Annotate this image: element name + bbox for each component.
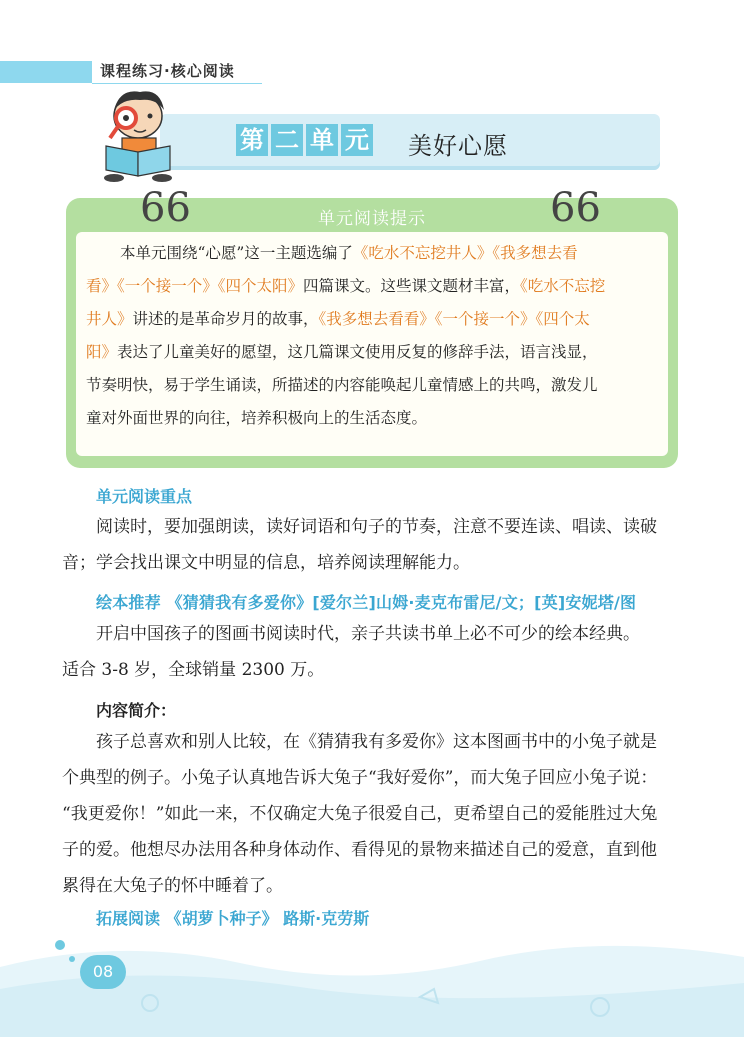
book-title-run: 阳》 — [86, 343, 118, 361]
header-underline — [92, 83, 262, 84]
quote-mark-right-icon: 66 — [550, 185, 601, 231]
tips-text-run: 本单元围绕“心愿”这一主题选编了 — [120, 244, 353, 262]
unit-num-char: 第 — [236, 124, 268, 156]
tips-line — [86, 303, 670, 336]
summary-line: 个典型的例子。小兔子认真地告诉大兔子“我好爱你”，而大兔子回应小兔子说： — [62, 768, 658, 788]
reading-tips-text — [86, 237, 670, 435]
summary-line: 子的爱。他想尽办法用各种身体动作、看得见的景物来描述自己的爱意，直到他 — [62, 840, 657, 860]
picture-book-line: 开启中国孩子的图画书阅读时代，亲子共读书单上必不可少的绘本经典。 — [96, 624, 640, 644]
tips-line — [86, 402, 670, 435]
quote-mark-left-icon: 66 — [140, 185, 191, 231]
unit-num-char: 二 — [271, 124, 303, 156]
tips-line — [86, 270, 670, 303]
extended-reading-heading: 拓展阅读 《胡萝卜种子》 路斯·克劳斯 — [96, 909, 370, 928]
tips-line — [86, 237, 670, 270]
unit-banner — [160, 114, 660, 170]
summary-line: “我更爱你！”如此一来，不仅确定大兔子很爱自己，更希望自己的爱能胜过大兔 — [62, 804, 658, 824]
picture-book-text — [62, 616, 702, 688]
reading-tips-title: 单元阅读提示 — [318, 209, 426, 229]
focus-line: 阅读时，要加强朗读，读好词语和句子的节奏，注意不要连读、唱读、读破 — [96, 517, 657, 537]
book-title-run: 《吃水不忘挖井人》《我多想去看 — [352, 244, 578, 262]
unit-number — [236, 124, 373, 160]
tips-text-run: 讲述的是革命岁月的故事， — [132, 310, 319, 328]
summary-label: 内容简介： — [96, 701, 177, 720]
header-accent-bar — [0, 61, 92, 83]
book-title-run: 《我多想去看看》《一个接一个》《四个太 — [318, 310, 590, 328]
tips-text-run: 节奏明快，易于学生诵读，所描述的内容能唤起儿童情感上的共鸣，激发儿 — [86, 376, 598, 394]
unit-title: 美好心愿 — [408, 132, 508, 160]
tips-line — [86, 336, 670, 369]
book-title-run: 看》《一个接一个》《四个太阳》 — [86, 277, 304, 295]
summary-line: 孩子总喜欢和别人比较，在《猜猜我有多爱你》这本图画书中的小兔子就是 — [96, 732, 657, 752]
summary-line: 累得在大兔子的怀中睡着了。 — [62, 876, 283, 896]
page-header-title: 课程练习·核心阅读 — [100, 62, 235, 80]
unit-num-char: 元 — [341, 124, 373, 156]
book-title-run: 《吃水不忘挖 — [520, 277, 606, 295]
reading-focus-text — [62, 509, 692, 581]
tips-text-run: 表达了儿童美好的愿望，这几篇课文使用反复的修辞手法，语言浅显， — [117, 343, 598, 361]
tips-line — [86, 369, 670, 402]
page-number: 08 — [80, 955, 126, 989]
picture-book-line: 适合 3-8 岁，全球销量 2300 万。 — [62, 660, 325, 680]
book-title-run: 井人》 — [86, 310, 133, 328]
reading-focus-heading: 单元阅读重点 — [96, 487, 193, 506]
unit-num-char: 单 — [306, 124, 338, 156]
focus-line: 音；学会找出课文中明显的信息，培养阅读理解能力。 — [62, 553, 470, 573]
tips-text-run: 童对外面世界的向往，培养积极向上的生活态度。 — [86, 409, 428, 427]
reading-boy-mascot-icon — [100, 86, 180, 184]
summary-text — [62, 724, 702, 904]
picture-book-heading: 绘本推荐 《猜猜我有多爱你》[爱尔兰]山姆·麦克布雷尼/文；[英]安妮塔/图 — [96, 593, 637, 612]
tips-text-run: 四篇课文。这些课文题材丰富， — [303, 277, 521, 295]
